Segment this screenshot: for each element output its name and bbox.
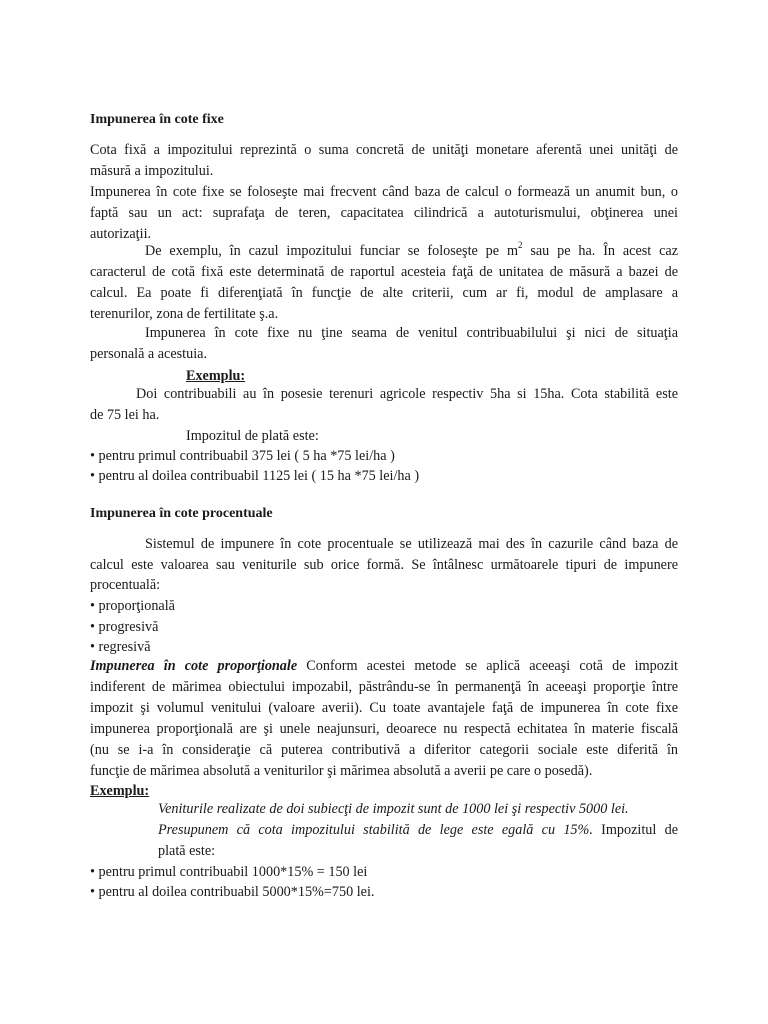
paragraph-line: Sistemul de impunere în cote procentuale se utilizează mai des în cazurile când baza de <box>145 536 678 552</box>
paragraph-line: impunerea proporţională are şi unele neajunsuri, deoarece nu respectă echitatea în materie fiscală <box>90 721 678 737</box>
paragraph-line: Veniturile realizate de doi subiecţi de impozit sunt de 1000 lei şi respectiv 5000 lei. <box>158 801 629 817</box>
paragraph-line: impozit şi volumul venitului (valoare averii). Cu toate avantajele faţă de impunerea în cote fixe <box>90 700 678 716</box>
italic-text: Presupunem că cota impozitului stabilită de lege este egală cu 15%. <box>158 822 593 838</box>
paragraph-line <box>90 658 678 675</box>
paragraph-line: plată este: <box>158 843 216 859</box>
paragraph-line: terenurilor, zona de fertilitate ş.a. <box>90 306 279 322</box>
text-span: Impozitul de <box>592 822 678 838</box>
example-label: Exemplu: <box>186 368 246 384</box>
paragraph-line: caracterul de cotă fixă este determinată de raportul acesteia faţă de unitatea de măsură a bazei de <box>90 264 678 280</box>
paragraph-line: de 75 lei ha. <box>90 407 160 423</box>
list-item: • proporţională <box>90 598 175 614</box>
example-label: Exemplu: <box>90 783 150 799</box>
paragraph-line: Impunerea în cote fixe se foloseşte mai frecvent când baza de calcul o formează un anumit bun, o <box>90 184 678 200</box>
paragraph-line: Impozitul de plată este: <box>186 428 319 444</box>
list-item: • pentru primul contribuabil 375 lei ( 5 ha *75 lei/ha ) <box>90 448 395 464</box>
text-span: sau pe ha. În acest caz <box>522 243 678 259</box>
paragraph-line: Impunerea în cote fixe nu ţine seama de venitul contribuabilului şi nici de situaţia <box>145 325 678 341</box>
paragraph-line: funcţie de mărimea absolută a veniturilor şi mărimea absolută a averii pe care o posedă). <box>90 763 593 779</box>
paragraph-line: (nu se i-a în consideraţie că puterea contributivă a diferitor categorii sociale este diferită în <box>90 742 678 758</box>
bold-italic-term: Impunerea în cote proporţionale <box>90 658 298 674</box>
list-item: • progresivă <box>90 619 159 635</box>
paragraph-line <box>158 822 678 839</box>
paragraph-line: măsură a impozitului. <box>90 163 214 179</box>
list-item: • pentru al doilea contribuabil 5000*15%=750 lei. <box>90 884 375 900</box>
section-title-percent: Impunerea în cote procentuale <box>90 506 273 521</box>
paragraph-line: calcul este valoarea sau veniturile sub orice formă. Se întâlnesc următoarele tipuri de impunere <box>90 557 678 573</box>
text-span: De exemplu, în cazul impozitului funciar se foloseşte pe m <box>145 243 518 259</box>
text-span: Conform acestei metode se aplică aceeaşi cotă de impozit <box>297 658 678 674</box>
list-item: • regresivă <box>90 639 151 655</box>
list-item: • pentru primul contribuabil 1000*15% = 150 lei <box>90 864 368 880</box>
paragraph-line: faptă sau un act: suprafaţa de teren, capacitatea cilindrică a autoturismului, obţinerea unei <box>90 205 678 221</box>
paragraph-line: indiferent de mărimea obiectului impozabil, păstrându-se în permanenţă în aceeaşi proporţie între <box>90 679 678 695</box>
paragraph-line: calcul. Ea poate fi diferenţiată în funcţie de alte criterii, cum ar fi, modul de amplasare a <box>90 285 678 301</box>
paragraph-line: autorizaţii. <box>90 226 152 242</box>
superscript: 2 <box>517 240 523 250</box>
list-item: • pentru al doilea contribuabil 1125 lei ( 15 ha *75 lei/ha ) <box>90 468 420 484</box>
paragraph-line: Doi contribuabili au în posesie terenuri agricole respectiv 5ha si 15ha. Cota stabilită este <box>136 386 678 402</box>
paragraph-line: personală a acestuia. <box>90 346 207 362</box>
paragraph-line: Cota fixă a impozitului reprezintă o suma concretă de unităţi monetare aferentă unei unităţi de <box>90 142 678 158</box>
section-title-fixed: Impunerea în cote fixe <box>90 112 224 127</box>
paragraph-line: procentuală: <box>90 577 161 593</box>
paragraph-line <box>90 240 678 260</box>
